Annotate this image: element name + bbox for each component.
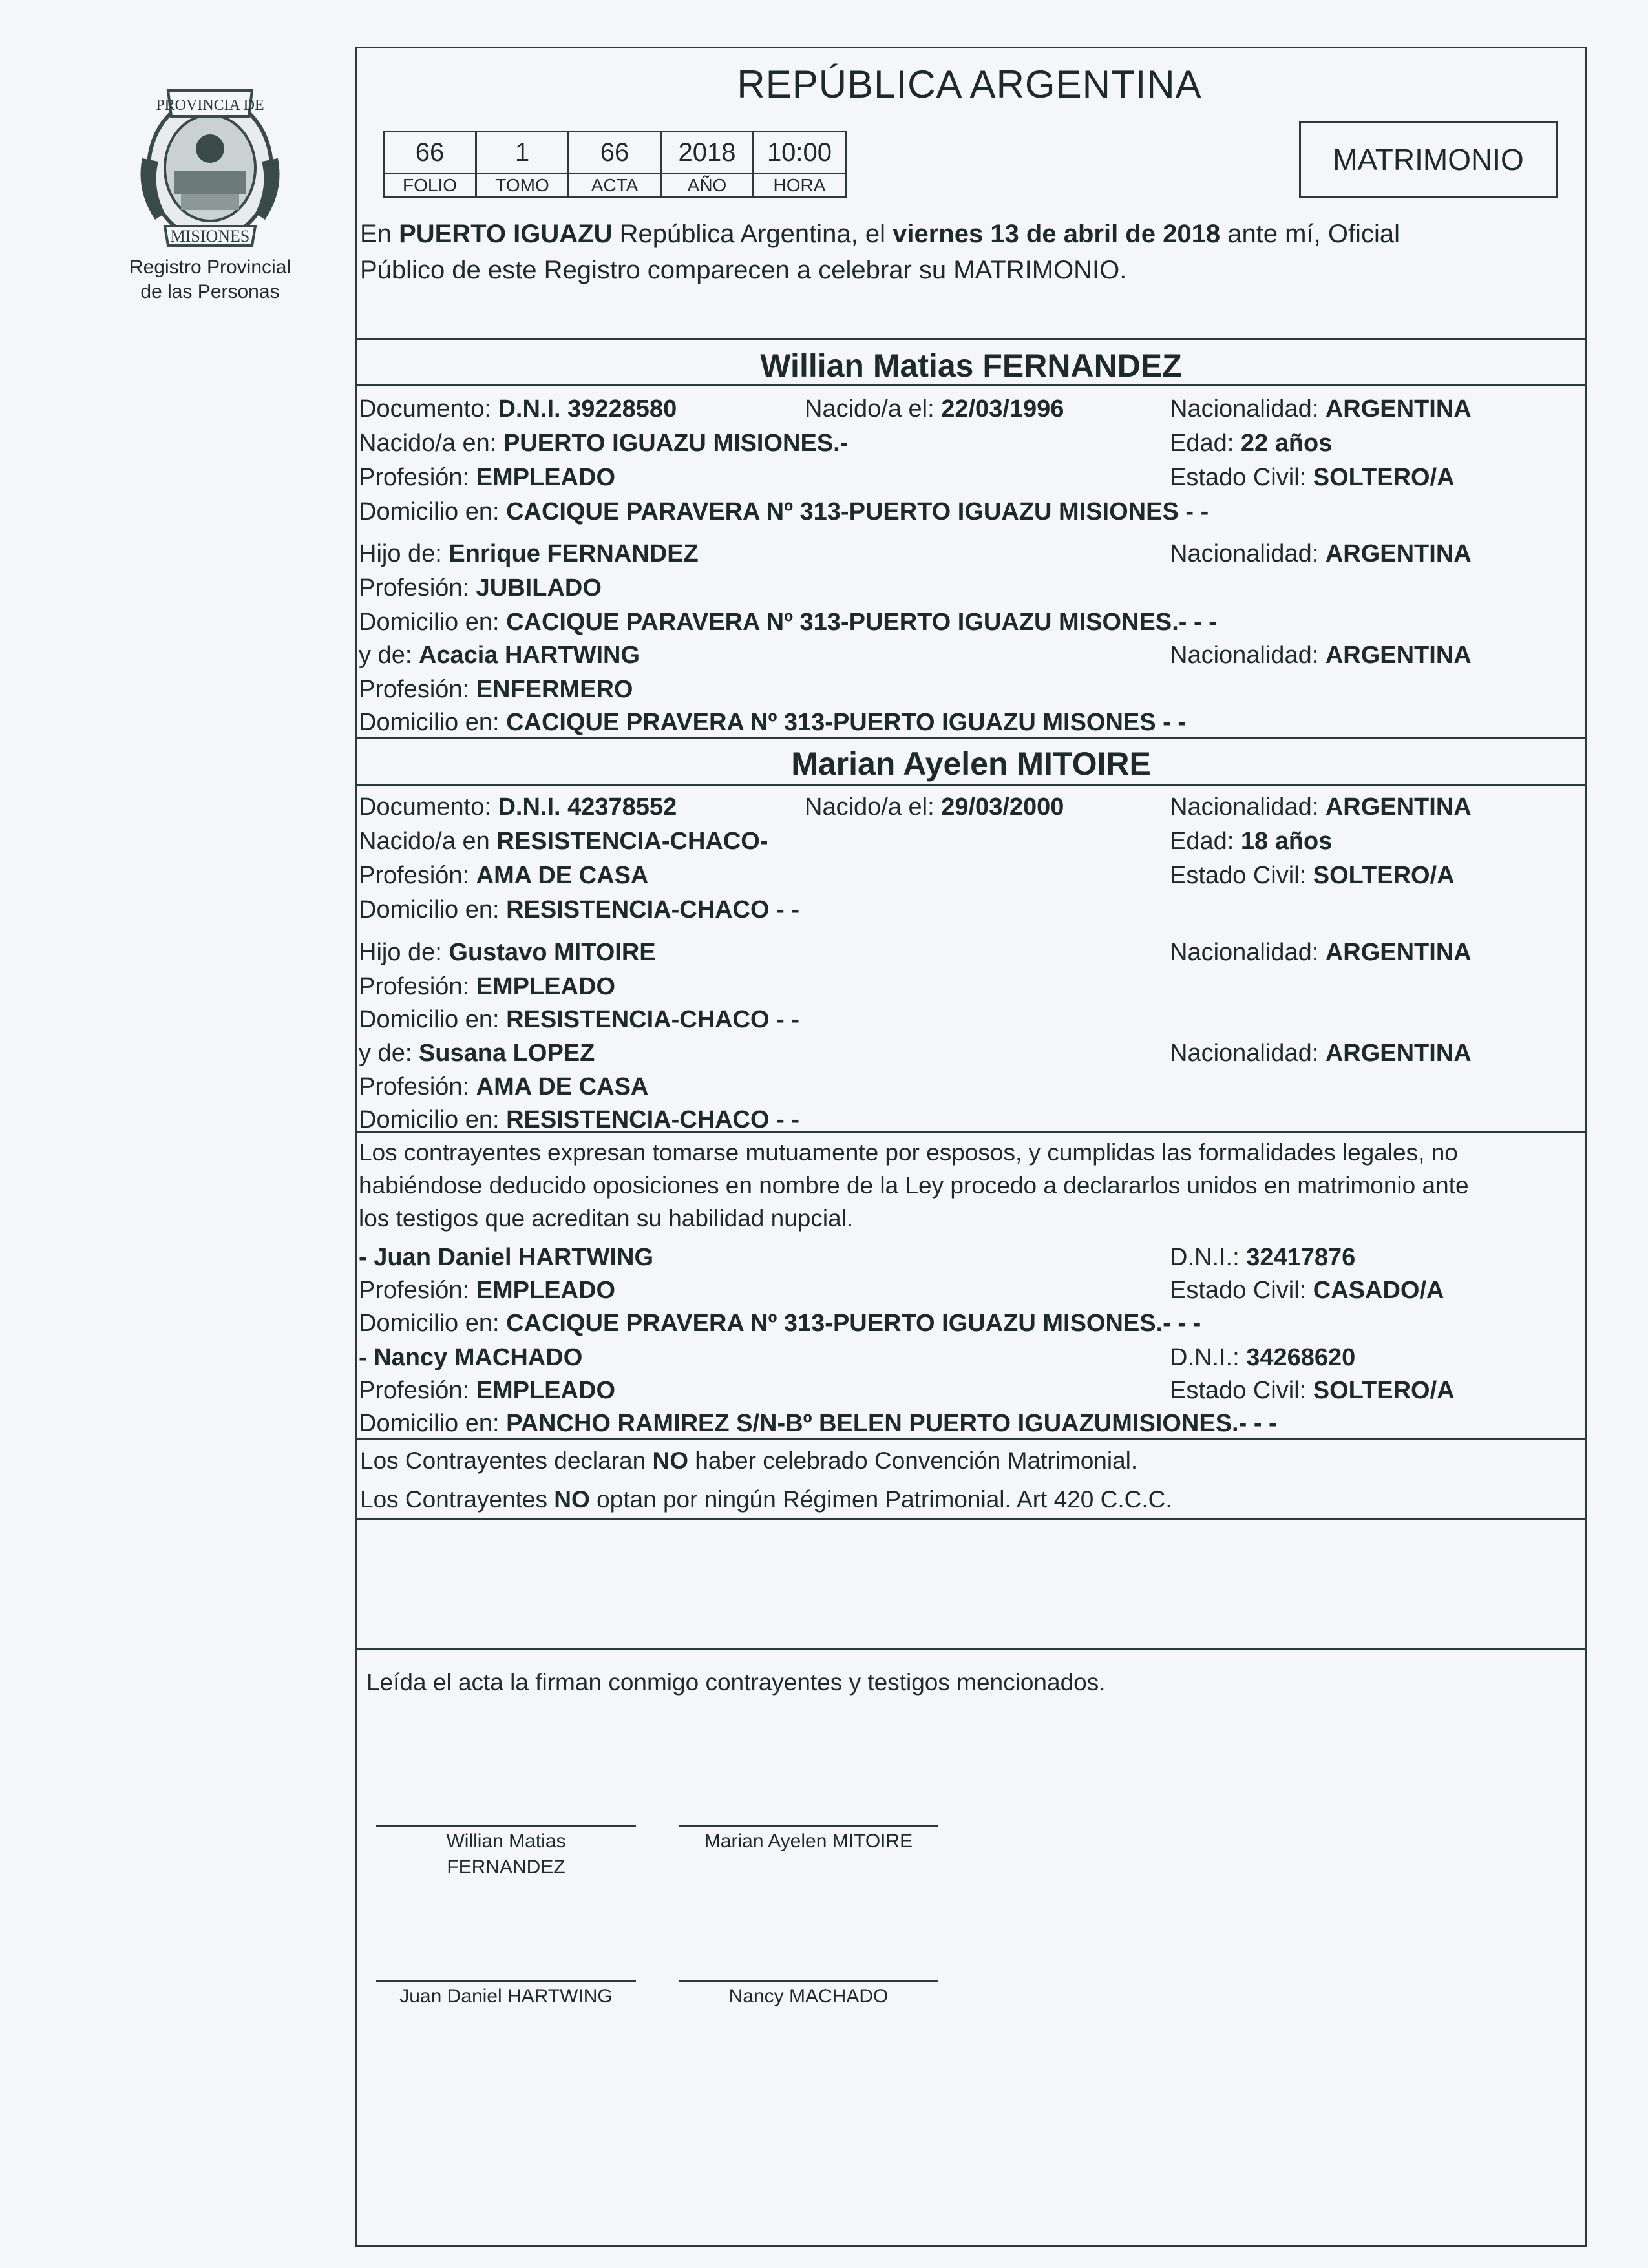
spouse1-father-address: Domicilio en: CACIQUE PARAVERA Nº 313-PUERTO IGUAZU MISONES.- - - [359,609,1217,636]
spouse2-nationality: Nacionalidad: ARGENTINA [1170,793,1472,821]
spouse1-doc: Documento: D.N.I. 39228580 [359,395,677,423]
witness1-name: - Juan Daniel HARTWING [359,1244,654,1271]
declaration-line-3: los testigos que acreditan su habilidad nupcial. [359,1205,854,1232]
province-seal-icon [129,81,291,252]
acta-value: 66 [569,132,661,174]
spouse2-civil-status: Estado Civil: SOLTERO/A [1170,862,1455,889]
witness1-profession: Profesión: EMPLEADO [359,1277,616,1304]
record-type-box: MATRIMONIO [1299,121,1558,198]
intro-line-1: En PUERTO IGUAZU República Argentina, el viernes 13 de abril de 2018 ante mí, Oficial [360,220,1400,248]
spouse1-mother: y de: Acacia HARTWING [359,642,640,669]
divider [355,1518,1587,1520]
intro-line-2: Público de este Registro comparecen a celebrar su MATRIMONIO. [360,256,1127,284]
spouse2-mother-nationality: Nacionalidad: ARGENTINA [1170,1040,1472,1067]
folio-label: FOLIO [384,174,476,198]
spouse1-born: Nacido/a el: 22/03/1996 [805,395,1064,423]
hora-value: 10:00 [754,132,846,174]
ceremony-date: viernes 13 de abril de 2018 [893,220,1221,248]
declaration-line-2: habiéndose deducido oposiciones en nombre de la Ley procedo a declararlos unidos en matrimonio ante [359,1172,1469,1199]
tomo-label: TOMO [476,174,569,198]
spouse2-father-address: Domicilio en: RESISTENCIA-CHACO - - [359,1006,799,1033]
svg-text:PROVINCIA DE: PROVINCIA DE [156,97,264,114]
spouse1-name: Willian Matias FERNANDEZ [760,348,1182,384]
spouse2-mother-address: Domicilio en: RESISTENCIA-CHACO - - [359,1106,799,1133]
spouse1-nationality: Nacionalidad: ARGENTINA [1170,395,1472,423]
caption-line-1: Registro Provincial [129,257,291,278]
regime-patrimonial: Los Contrayentes NO optan por ningún Régimen Patrimonial. Art 420 C.C.C. [360,1486,1172,1513]
hora-label: HORA [754,174,846,198]
country-title: REPÚBLICA ARGENTINA [737,63,1202,106]
spouse1-age: Edad: 22 años [1170,430,1333,457]
spouse1-father-nationality: Nacionalidad: ARGENTINA [1170,540,1472,567]
witness1-civil-status: Estado Civil: CASADO/A [1170,1277,1444,1304]
registry-caption [97,255,323,304]
witness2-civil-status: Estado Civil: SOLTERO/A [1170,1377,1455,1404]
folio-value: 66 [384,132,476,174]
divider [355,784,1587,786]
spouse2-name: Marian Ayelen MITOIRE [791,746,1151,782]
acta-label: ACTA [569,174,661,198]
signature-line [679,1825,938,1827]
spouse2-mother: y de: Susana LOPEZ [359,1040,595,1067]
spouse1-mother-address: Domicilio en: CACIQUE PRAVERA Nº 313-PUERTO IGUAZU MISONES - - [359,709,1187,736]
spouse1-mother-nationality: Nacionalidad: ARGENTINA [1170,642,1472,669]
spouse1-father-profession: Profesión: JUBILADO [359,574,602,602]
signature-label: Willian Matias FERNANDEZ [446,1831,566,1878]
divider [355,737,1587,739]
declaration-line-1: Los contrayentes expresan tomarse mutuamente por esposos, y cumplidas las formalidades legales, no [359,1139,1458,1166]
spouse2-born: Nacido/a el: 29/03/2000 [805,793,1064,821]
spouse1-mother-profession: Profesión: ENFERMERO [359,676,633,703]
spouse2-address: Domicilio en: RESISTENCIA-CHACO - - [359,896,799,923]
witness1-address: Domicilio en: CACIQUE PRAVERA Nº 313-PUERTO IGUAZU MISONES.- - - [359,1310,1201,1337]
registry-table [383,131,847,198]
spouse2-age: Edad: 18 años [1170,828,1333,855]
spouse1-birthplace: Nacido/a en: PUERTO IGUAZU MISIONES.- [359,430,849,457]
divider [355,338,1587,340]
svg-text:MISIONES: MISIONES [170,227,250,246]
divider [355,1648,1587,1650]
witness2-profession: Profesión: EMPLEADO [359,1377,616,1404]
closing-statement: Leída el acta la firman conmigo contrayentes y testigos mencionados. [366,1669,1106,1696]
signature-line [376,1980,636,1982]
signature-line [679,1980,938,1982]
spouse2-profession: Profesión: AMA DE CASA [359,862,649,889]
spouse2-father-profession: Profesión: EMPLEADO [359,973,616,1000]
spouse1-address: Domicilio en: CACIQUE PARAVERA Nº 313-PUERTO IGUAZU MISIONES - - [359,498,1209,525]
spouse2-father: Hijo de: Gustavo MITOIRE [359,939,656,966]
tomo-value: 1 [476,132,569,174]
signature-label: Nancy MACHADO [728,1986,889,2007]
spouse2-birthplace: Nacido/a en RESISTENCIA-CHACO- [359,828,768,855]
divider [355,384,1587,386]
anio-label: AÑO [661,174,754,198]
signature-label: Juan Daniel HARTWING [399,1986,613,2007]
spouse1-profession: Profesión: EMPLEADO [359,464,616,491]
spouse2-mother-profession: Profesión: AMA DE CASA [359,1073,649,1100]
anio-value: 2018 [661,132,754,174]
signature-label: Marian Ayelen MITOIRE [704,1831,913,1852]
spouse2-father-nationality: Nacionalidad: ARGENTINA [1170,939,1472,966]
spouse1-civil-status: Estado Civil: SOLTERO/A [1170,464,1455,491]
regime-convention: Los Contrayentes declaran NO haber celebrado Convención Matrimonial. [360,1447,1138,1474]
divider [355,1438,1587,1440]
spouse1-father: Hijo de: Enrique FERNANDEZ [359,540,699,567]
ceremony-city: PUERTO IGUAZU [399,220,613,248]
signature-line [376,1825,636,1827]
witness2-address: Domicilio en: PANCHO RAMIREZ S/N-Bº BELEN PUERTO IGUAZUMISIONES.- - - [359,1410,1277,1437]
witness2-name: - Nancy MACHADO [359,1344,583,1371]
witness1-dni: D.N.I.: 32417876 [1170,1244,1356,1271]
witness2-dni: D.N.I.: 34268620 [1170,1344,1356,1371]
spouse2-doc: Documento: D.N.I. 42378552 [359,793,677,821]
caption-line-2: de las Personas [140,281,280,302]
